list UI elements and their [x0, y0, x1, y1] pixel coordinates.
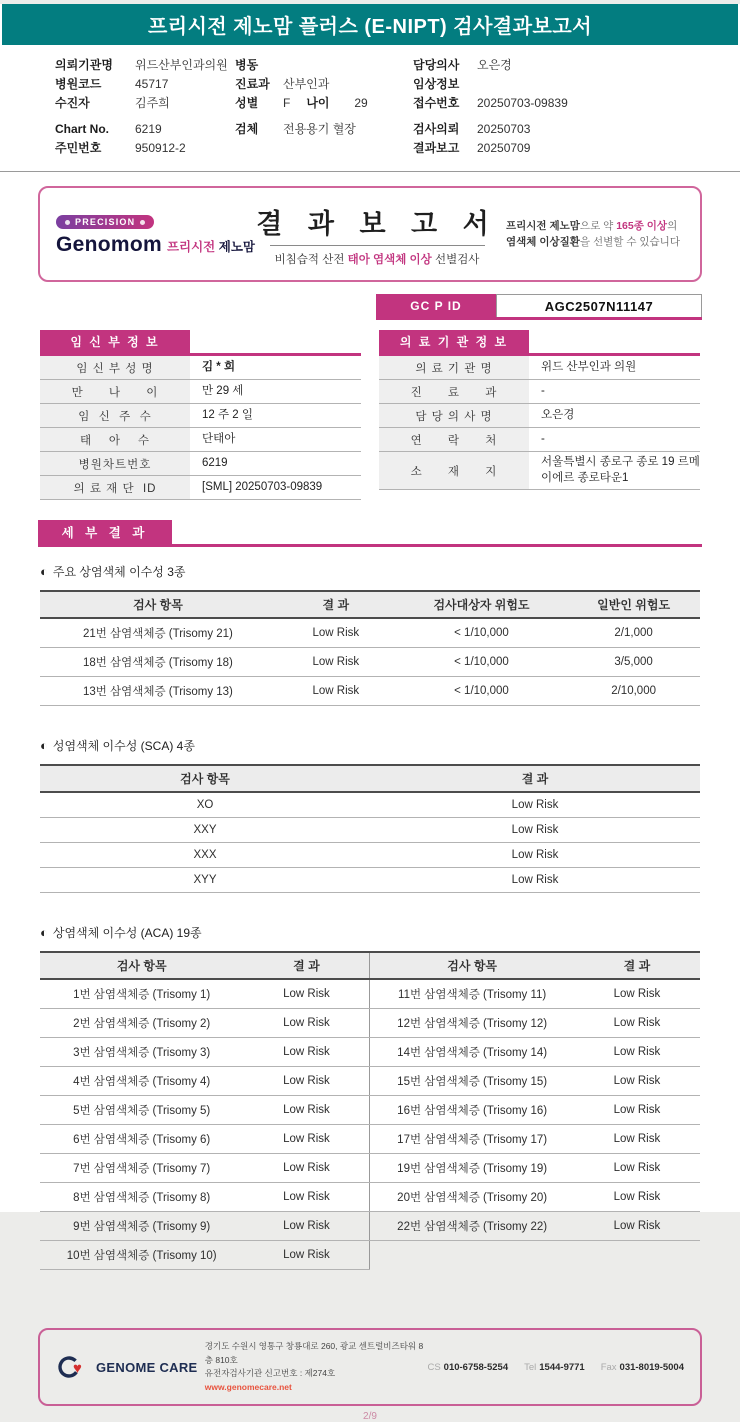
result-cell: Low Risk	[243, 1241, 370, 1270]
detail-result-bar	[38, 520, 702, 547]
patient-info-row	[413, 139, 730, 158]
patient-info-row	[413, 120, 730, 139]
footer-website-link[interactable]: www.genomecare.net	[204, 1381, 292, 1392]
result-cell: < 1/10,000	[396, 648, 567, 677]
maternal-info-table	[40, 330, 361, 500]
table-row	[40, 1067, 700, 1096]
result-cell: Low Risk	[276, 648, 396, 677]
patient-info-row	[55, 94, 235, 113]
info-value: -	[541, 384, 545, 397]
field-label: 수진자	[55, 96, 90, 110]
result-cell: 12번 삼염색체증 (Trisomy 12)	[370, 1009, 574, 1038]
result-cell: 2/1,000	[567, 618, 700, 648]
tel-label: Tel	[524, 1361, 537, 1373]
patient-info-row	[235, 120, 413, 139]
clinic-info-table	[379, 330, 700, 500]
info-label: 담 당 의 사 명	[379, 404, 529, 427]
field-value: 김주희	[135, 96, 170, 110]
field-label: Chart No.	[55, 122, 109, 136]
section2-heading-text: 성염색체 이수성 (SCA) 4종	[52, 739, 195, 753]
info-tables	[40, 330, 700, 500]
result-cell: 22번 삼염색체증 (Trisomy 22)	[370, 1212, 574, 1241]
result-cell: 3번 삼염색체증 (Trisomy 3)	[40, 1038, 243, 1067]
field-label: 성별	[235, 96, 259, 110]
report-body	[0, 172, 740, 1422]
footer-address-block	[205, 1340, 428, 1394]
brand-header-box	[38, 186, 702, 282]
gcp-id-value: AGC2507N11147	[496, 294, 702, 317]
result-cell: Low Risk	[574, 979, 700, 1009]
note-bold: 프리시전 제노맘	[506, 219, 580, 232]
field-label: 진료과	[235, 77, 270, 91]
patient-info-col1	[55, 56, 235, 158]
result-cell: Low Risk	[574, 1038, 700, 1067]
result-cell: Low Risk	[276, 618, 396, 648]
sca-table	[40, 764, 700, 893]
patient-info-row	[55, 56, 235, 75]
footer-cs	[427, 1362, 508, 1373]
footer-address: 경기도 수원시 영통구 창룡대로 260, 광교 센트럴비즈타워 8층 810호	[204, 1341, 424, 1365]
result-cell: Low Risk	[243, 1212, 370, 1241]
table-row	[40, 979, 700, 1009]
badge-dot-icon	[140, 220, 145, 225]
info-label: 태 아 수	[40, 428, 190, 451]
cs-number: 010-6758-5254	[443, 1361, 509, 1373]
column-header: 결 과	[574, 952, 700, 979]
report-page	[0, 4, 740, 1422]
table-row	[40, 818, 700, 843]
table-row	[40, 868, 700, 893]
patient-info-row	[413, 56, 730, 75]
info-label: 병원차트번호	[40, 452, 190, 475]
result-cell: XXX	[40, 843, 370, 868]
clinic-info-title: 의 료 기 관 정 보	[379, 330, 529, 353]
precision-badge-label: PRECISION	[75, 217, 136, 227]
info-row	[379, 356, 700, 380]
info-row	[379, 428, 700, 452]
result-cell: 16번 삼염색체증 (Trisomy 16)	[370, 1096, 574, 1125]
info-label: 의 료 재 단 ID	[40, 476, 190, 499]
empty-cell	[370, 1241, 574, 1270]
patient-info-row	[55, 139, 235, 158]
result-cell: Low Risk	[243, 1154, 370, 1183]
result-cell: XYY	[40, 868, 370, 893]
genomom-kr-pink: 프리시전	[166, 239, 216, 254]
footer-tel	[524, 1362, 585, 1373]
result-cell: 17번 삼염색체증 (Trisomy 17)	[370, 1125, 574, 1154]
precision-badge	[56, 215, 154, 229]
field-value: F	[283, 96, 291, 110]
genome-care-logo-text: GENOME CARE	[96, 1359, 198, 1375]
result-cell: 5번 삼염색체증 (Trisomy 5)	[40, 1096, 243, 1125]
result-cell: Low Risk	[243, 1009, 370, 1038]
genomom-logo-text: Genomom	[56, 232, 162, 256]
result-cell: 7번 삼염색체증 (Trisomy 7)	[40, 1154, 243, 1183]
field-value: 전용용기 혈장	[283, 122, 356, 136]
info-row	[40, 428, 361, 452]
result-cell: Low Risk	[574, 1154, 700, 1183]
result-cell: 18번 삼염색체증 (Trisomy 18)	[40, 648, 276, 677]
result-cell: 3/5,000	[567, 648, 700, 677]
half-circle-bullet-icon: ◐	[40, 564, 48, 579]
note-text: 을 선별할 수 있습니다	[579, 236, 680, 248]
table-row	[40, 792, 700, 818]
genomom-kr-dark: 제노맘	[218, 239, 255, 254]
table-row	[40, 1096, 700, 1125]
result-cell: 21번 삼염색체증 (Trisomy 21)	[40, 618, 276, 648]
field-label: 주민번호	[55, 141, 102, 155]
note-highlight: 165종 이상	[616, 219, 668, 232]
info-row	[379, 404, 700, 428]
table-header-row	[40, 765, 700, 792]
info-value: -	[541, 432, 545, 445]
field-value: 950912-2	[135, 141, 186, 155]
footer-box	[38, 1328, 702, 1406]
result-cell: Low Risk	[574, 1067, 700, 1096]
maternal-info-title-row	[40, 330, 361, 356]
tel-number: 1544-9771	[539, 1361, 585, 1373]
report-heading-block	[248, 202, 506, 267]
patient-info-row	[235, 56, 413, 75]
result-cell: 6번 삼염색체증 (Trisomy 6)	[40, 1125, 243, 1154]
section1-heading	[40, 563, 700, 580]
column-header: 검사 항목	[40, 591, 276, 618]
patient-info-row	[413, 94, 730, 113]
field-value: 산부인과	[283, 77, 330, 91]
footer-fax	[601, 1362, 684, 1373]
empty-cell	[574, 1241, 700, 1270]
result-cell: Low Risk	[276, 677, 396, 706]
info-value: 위드 산부인과 의원	[541, 360, 637, 373]
field-label: 결과보고	[413, 141, 460, 155]
patient-info-row	[55, 75, 235, 94]
column-header: 검사 항목	[40, 952, 243, 979]
clinic-info-title-row	[379, 330, 700, 356]
result-cell: 2번 삼염색체증 (Trisomy 2)	[40, 1009, 243, 1038]
footer-contacts	[427, 1362, 684, 1373]
result-cell: Low Risk	[574, 1212, 700, 1241]
table-row	[40, 1212, 700, 1241]
column-header: 검사 항목	[40, 765, 370, 792]
info-row	[379, 380, 700, 404]
result-cell: 15번 삼염색체증 (Trisomy 15)	[370, 1067, 574, 1096]
field-label: 검사의뢰	[413, 122, 460, 136]
field-value: 위드산부인과의원	[135, 58, 228, 72]
column-header: 결 과	[370, 765, 700, 792]
table-header-row	[40, 952, 700, 979]
info-label: 만 나 이	[40, 380, 190, 403]
section3-heading-text: 상염색체 이수성 (ACA) 19종	[52, 926, 202, 940]
field-label: 검체	[235, 122, 259, 136]
info-value: 단태아	[202, 432, 236, 445]
gcp-id-label: GC P ID	[376, 294, 496, 317]
table-row	[40, 618, 700, 648]
patient-info-row	[413, 75, 730, 94]
fax-number: 031-8019-5004	[619, 1361, 684, 1373]
result-cell: Low Risk	[574, 1096, 700, 1125]
subtitle-highlight: 태아 염색체 이상	[347, 253, 432, 266]
column-header: 검사대상자 위험도	[396, 591, 567, 618]
subtitle-text: 비침습적 산전	[274, 253, 348, 266]
page-number: 2/9	[363, 1411, 377, 1422]
result-cell: 20번 삼염색체증 (Trisomy 20)	[370, 1183, 574, 1212]
info-label: 연 락 처	[379, 428, 529, 451]
info-row	[40, 476, 361, 500]
field-label: 임상정보	[413, 77, 460, 91]
report-heading: 결 과 보 고 서	[256, 208, 498, 239]
result-cell: 13번 삼염색체증 (Trisomy 13)	[40, 677, 276, 706]
result-cell: 9번 삼염색체증 (Trisomy 9)	[40, 1212, 243, 1241]
gcp-id-row	[376, 294, 702, 320]
result-cell: Low Risk	[243, 1183, 370, 1212]
field-label: 담당의사	[413, 58, 460, 72]
patient-info-row	[55, 120, 235, 139]
column-header: 일반인 위험도	[567, 591, 700, 618]
table-row	[40, 1009, 700, 1038]
field-value: 45717	[135, 77, 169, 91]
field-label: 의뢰기관명	[55, 58, 113, 72]
column-header: 결 과	[276, 591, 396, 618]
patient-info-header	[0, 45, 740, 172]
info-row	[379, 452, 700, 490]
table-row	[40, 1154, 700, 1183]
result-cell: XXY	[40, 818, 370, 843]
table-row	[40, 843, 700, 868]
table-row	[40, 1183, 700, 1212]
info-value: 12 주 2 일	[202, 408, 253, 421]
subtitle-text: 선별검사	[431, 253, 480, 266]
result-cell: 1번 삼염색체증 (Trisomy 1)	[40, 979, 243, 1009]
result-cell: XO	[40, 792, 370, 818]
info-value: 만 29 세	[202, 384, 244, 397]
field-label: 병동	[235, 58, 259, 72]
info-value: 서울특별시 종로구 종로 19 르메이에르 종로타운1	[541, 456, 700, 484]
field-value: 20250703-09839	[477, 96, 568, 110]
report-title-bar	[2, 4, 738, 45]
info-value: 오은경	[541, 408, 575, 421]
detail-result-title: 세 부 결 과	[38, 520, 172, 544]
info-value: 6219	[202, 456, 228, 469]
report-subheading	[248, 251, 506, 267]
result-cell: Low Risk	[243, 1038, 370, 1067]
field-value: 20250703	[477, 122, 531, 136]
section1-heading-text: 주요 상염색체 이수성 3종	[52, 565, 186, 579]
half-circle-bullet-icon: ◐	[40, 738, 48, 753]
result-cell: Low Risk	[574, 1125, 700, 1154]
result-cell: Low Risk	[243, 1067, 370, 1096]
brand-side-note	[506, 218, 684, 251]
field-label: 병원코드	[55, 77, 102, 91]
svg-text:♥: ♥	[73, 1360, 82, 1378]
column-header: 결 과	[243, 952, 370, 979]
column-header: 검사 항목	[370, 952, 574, 979]
patient-info-col3	[413, 56, 730, 158]
genomom-wordmark	[56, 232, 255, 257]
table-row	[40, 1038, 700, 1067]
result-cell: 2/10,000	[567, 677, 700, 706]
section2-heading	[40, 737, 700, 754]
info-value: 김 * 희	[202, 360, 236, 373]
footer-registration: 유전자검사기관 신고번호 : 제274호	[204, 1368, 336, 1379]
result-cell: < 1/10,000	[396, 618, 567, 648]
result-cell: < 1/10,000	[396, 677, 567, 706]
result-cell: Low Risk	[370, 868, 700, 893]
result-cell: Low Risk	[243, 1096, 370, 1125]
table-row	[40, 1125, 700, 1154]
table-row	[40, 677, 700, 706]
result-cell: Low Risk	[574, 1009, 700, 1038]
result-cell: Low Risk	[370, 818, 700, 843]
note-bold: 염색체 이상질환	[506, 236, 580, 248]
genome-care-logo	[56, 1354, 205, 1380]
result-cell: 10번 삼염색체증 (Trisomy 10)	[40, 1241, 243, 1270]
result-cell: Low Risk	[370, 792, 700, 818]
patient-info-row	[235, 75, 413, 94]
info-row	[40, 380, 361, 404]
field-value: 29	[354, 96, 368, 110]
info-value: [SML] 20250703-09839	[202, 480, 323, 493]
field-label: 나이	[306, 96, 330, 110]
report-heading-divider	[270, 245, 485, 246]
badge-dot-icon	[65, 220, 70, 225]
result-cell: Low Risk	[370, 843, 700, 868]
cs-label: CS	[427, 1361, 441, 1373]
half-circle-bullet-icon: ◐	[40, 925, 48, 940]
field-value: 6219	[135, 122, 162, 136]
note-text: 으로 약	[579, 219, 617, 232]
result-cell: 8번 삼염색체증 (Trisomy 8)	[40, 1183, 243, 1212]
genome-care-logo-icon	[56, 1354, 90, 1380]
patient-info-col2	[235, 56, 413, 158]
field-label: 접수번호	[413, 96, 460, 110]
info-row	[40, 404, 361, 428]
field-value: 20250709	[477, 141, 531, 155]
info-label: 소 재 지	[379, 452, 529, 489]
info-label: 의 료 기 관 명	[379, 356, 529, 379]
patient-info-row	[235, 94, 413, 113]
clinic-info-rows	[379, 356, 700, 490]
result-cell: 19번 삼염색체증 (Trisomy 19)	[370, 1154, 574, 1183]
genomom-logo	[56, 212, 255, 257]
fax-label: Fax	[600, 1361, 617, 1373]
table-row	[40, 1241, 700, 1270]
info-row	[40, 356, 361, 380]
section3-heading	[40, 924, 700, 941]
maternal-info-title: 임 신 부 정 보	[40, 330, 190, 353]
maternal-info-rows	[40, 356, 361, 500]
note-text: 의	[667, 219, 678, 232]
result-cell: Low Risk	[243, 1125, 370, 1154]
result-cell: 11번 삼염색체증 (Trisomy 11)	[370, 979, 574, 1009]
info-label: 임 신 주 수	[40, 404, 190, 427]
info-label: 임 신 부 성 명	[40, 356, 190, 379]
field-value: 오은경	[477, 58, 512, 72]
result-cell: 4번 삼염색체증 (Trisomy 4)	[40, 1067, 243, 1096]
table-row	[40, 648, 700, 677]
result-cell: 14번 삼염색체증 (Trisomy 14)	[370, 1038, 574, 1067]
table-header-row	[40, 591, 700, 618]
info-label: 진 료 과	[379, 380, 529, 403]
result-cell: Low Risk	[574, 1183, 700, 1212]
report-title: 프리시전 제노맘 플러스 (E-NIPT) 검사결과보고서	[147, 16, 593, 38]
result-cell: Low Risk	[243, 979, 370, 1009]
info-row	[40, 452, 361, 476]
major-autosome-table	[40, 590, 700, 706]
aca-table	[40, 951, 700, 1270]
